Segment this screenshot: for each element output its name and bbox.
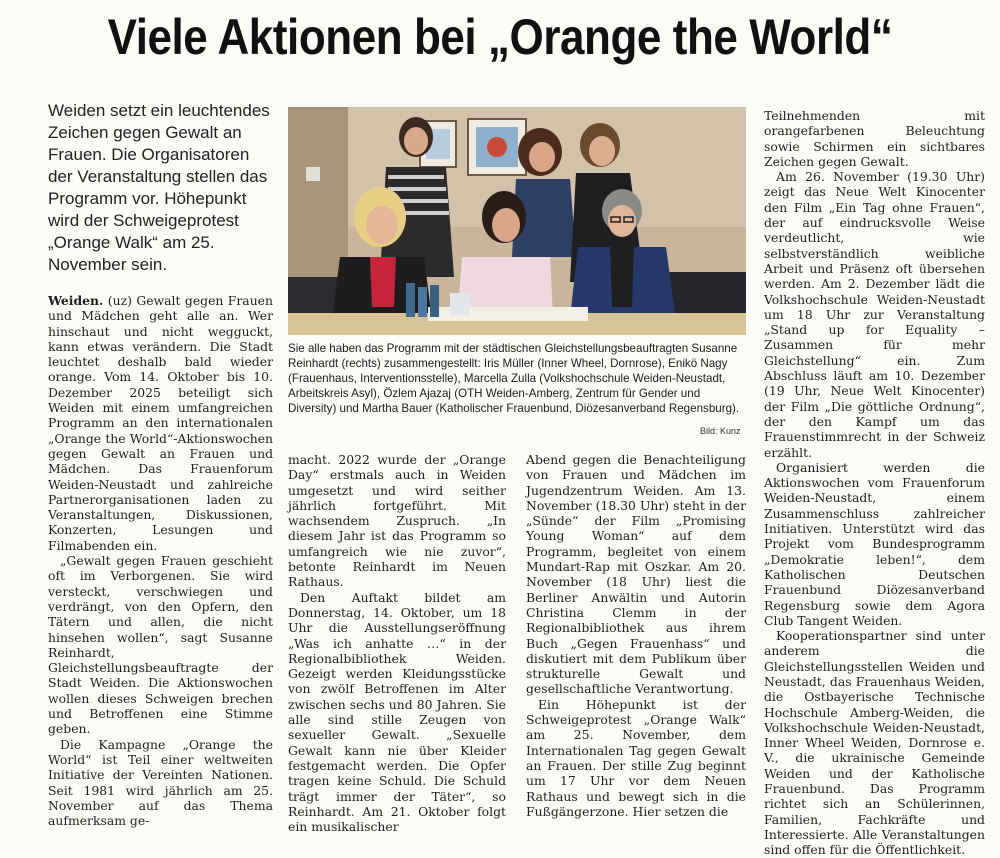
paragraph: Organisiert werden die Aktionswochen vom Frauenforum Weiden-Neustadt, einem Zusammenschluss zahlreicher Initiativen. Unterstützt wird das Projekt vom Bundesprogramm „Demokratie leben!“, dem Katholischen Deutschen Frauenbund Diözesanverband Regensburg sowie dem Agora Club Tangent Weiden. xyxy=(764,459,985,628)
paragraph: „Gewalt gegen Frauen geschieht oft im Verborgenen. Sie wird versteckt, verschwiegen und verdrängt, von den Opfern, den Tätern und allen, die nicht hinsehen wollen“, sagt Susanne Reinhardt, Gleichstellungsbeauftragte der Stadt Weiden. Die Aktionswochen wollen dieses Schweigen brechen und Betroffenen eine Stimme geben. xyxy=(48,553,273,737)
group-photo xyxy=(288,107,746,335)
article-column-3 xyxy=(526,452,746,819)
article-column-4 xyxy=(764,108,985,858)
photo-credit: Bild: Kunz xyxy=(700,426,741,436)
paragraph: Die Kampagne „Orange the World“ ist Teil einer weltweiten Initiative der Vereinten Nationen. Seit 1981 wird jährlich am 25. November auf das Thema aufmerksam ge- xyxy=(48,736,273,829)
paragraph: macht. 2022 wurde der „Orange Day“ erstmals auch in Weiden umgesetzt und wird seither jährlich fortgeführt. Mit wachsendem Zuspruch. „In diesem Jahr ist das Programm so umfangreich wie nie zuvor“, betonte Reinhardt im Neuen Rathaus. xyxy=(288,452,506,590)
paragraph: Abend gegen die Benachteiligung von Frauen und Mädchen im Jugendzentrum Weiden. Am 13. November (18.30 Uhr) steht in der „Sünde“ der Film „Promising Young Woman“ auf dem Programm, begleitet von einem Mundart-Rap mit Oszkar. Am 20. November (18 Uhr) liest die Berliner Anwältin und Autorin Christina Clemm in der Regionalbibliothek aus ihrem Buch „Gegen Frauenhass“ und diskutiert mit dem Publikum über strukturelle Gewalt und gesellschaftliche Verantwortung. xyxy=(526,452,746,697)
paragraph-text: (uz) Gewalt gegen Frauen und Mädchen geht alle an. Wer hinschaut und nicht wegguckt, kann etwas verändern. Die Stadt leuchtet deshalb bald wieder orange. Vom 14. Oktober bis 10. Dezember 2025 beteiligt sich Weiden mit einem umfangreichen Programm an den internationalen „Orange the World“-Aktionswochen gegen Gewalt an Frauen und Mädchen. Das Frauenforum Weiden-Neustadt und zahlreiche Partnerorganisationen laden zu Veranstaltungen, Diskussionen, Konzerten, Lesungen und Filmabenden ein. xyxy=(48,293,273,553)
group-photo-image xyxy=(288,107,746,335)
paragraph: Den Auftakt bildet am Donnerstag, 14. Oktober, um 18 Uhr die Ausstellungseröffnung „Was ich anhatte …“ in der Regionalbibliothek Weiden. Gezeigt werden Kleidungsstücke von zwölf Betroffenen im Alter zwischen sechs und 80 Jahren. Sie alle sind stille Zeugen von sexueller Gewalt. „Sexuelle Gewalt kann nie über Kleider festgemacht werden. Die Opfer tragen keine Schuld. Die Schuld trägt immer der Täter“, so Reinhardt. Am 21. Oktober folgt ein musikalischer xyxy=(288,589,506,835)
article-column-1 xyxy=(48,293,273,828)
lead-text: Weiden setzt ein leuchtendes Zeichen gegen Gewalt an Frauen. Die Organisatoren der Veranstaltung stellen das Programm vor. Höhepunkt wird der Schweigeprotest „Orange Walk“ am 25. November sein. xyxy=(48,101,270,274)
article-column-2 xyxy=(288,452,506,834)
paragraph: Kooperationspartner sind unter anderem die Gleichstellungsstellen Weiden und Neustadt, das Frauenhaus Weiden, die Ostbayerische Technische Hochschule Amberg-Weiden, die Volkshochschule Weiden-Neustadt, Inner Wheel Weiden, Dornrose e. V., die ukrainische Gemeinde Weiden und der Katholische Frauenbund. Das Programm richtet sich an Schülerinnen, Familien, Fachkräfte und Interessierte. Alle Veranstaltungen sind offen für die Öffentlichkeit. xyxy=(764,628,985,858)
paragraph: Teilnehmenden mit orangefarbenen Beleuchtung sowie Schirmen ein sichtbares Zeichen gegen Gewalt. xyxy=(764,108,985,169)
photo-caption: Sie alle haben das Programm mit der städtischen Gleichstellungsbeauftragten Susanne Reinhardt (rechts) zusammengestellt: Iris Müller (Inner Wheel, Dornrose), Enikö Nagy (Frauenhaus, Interventionsstelle), Marcella Zulla (Volkshochschule Weiden-Neustadt, Arbeitskreis Asyl), Özlem Ajazaj (OTH Weiden-Amberg, Zentrum für Gender und Diversity) und Martha Bauer (Katholischer Frauenbund, Diözesanverband Regensburg). xyxy=(288,342,740,415)
paragraph: Ein Höhepunkt ist der Schweigeprotest „Orange Walk“ am 25. November, dem Internationalen Tag gegen Gewalt an Frauen. Der stille Zug beginnt um 17 Uhr vor dem Neuen Rathaus und bewegt sich in die Fußgängerzone. Hier setzen die xyxy=(526,696,746,819)
paragraph xyxy=(48,293,273,553)
dateline: Weiden. xyxy=(48,293,104,308)
headline: Viele Aktionen bei „Orange the World“ xyxy=(107,9,893,65)
paragraph: Am 26. November (19.30 Uhr) zeigt das Neue Welt Kinocenter den Film „Ein Tag ohne Frauen“, der auf eindrucksvolle Weise verdeutlicht, wie selbstverständlich weibliche Arbeit und Präsenz oft übersehen werden. Am 2. Dezember lädt die Volkshochschule Weiden-Neustadt um 18 Uhr zur Veranstaltung „Stand up for Equality – Zusammen für mehr Gleichstellung“ ein. Zum Abschluss läuft am 10. Dezember (19 Uhr, Neue Welt Kinocenter) der Film „Die göttliche Ordnung“, der den Kampf um das Frauenstimmrecht in der Schweiz erzählt. xyxy=(764,169,985,460)
